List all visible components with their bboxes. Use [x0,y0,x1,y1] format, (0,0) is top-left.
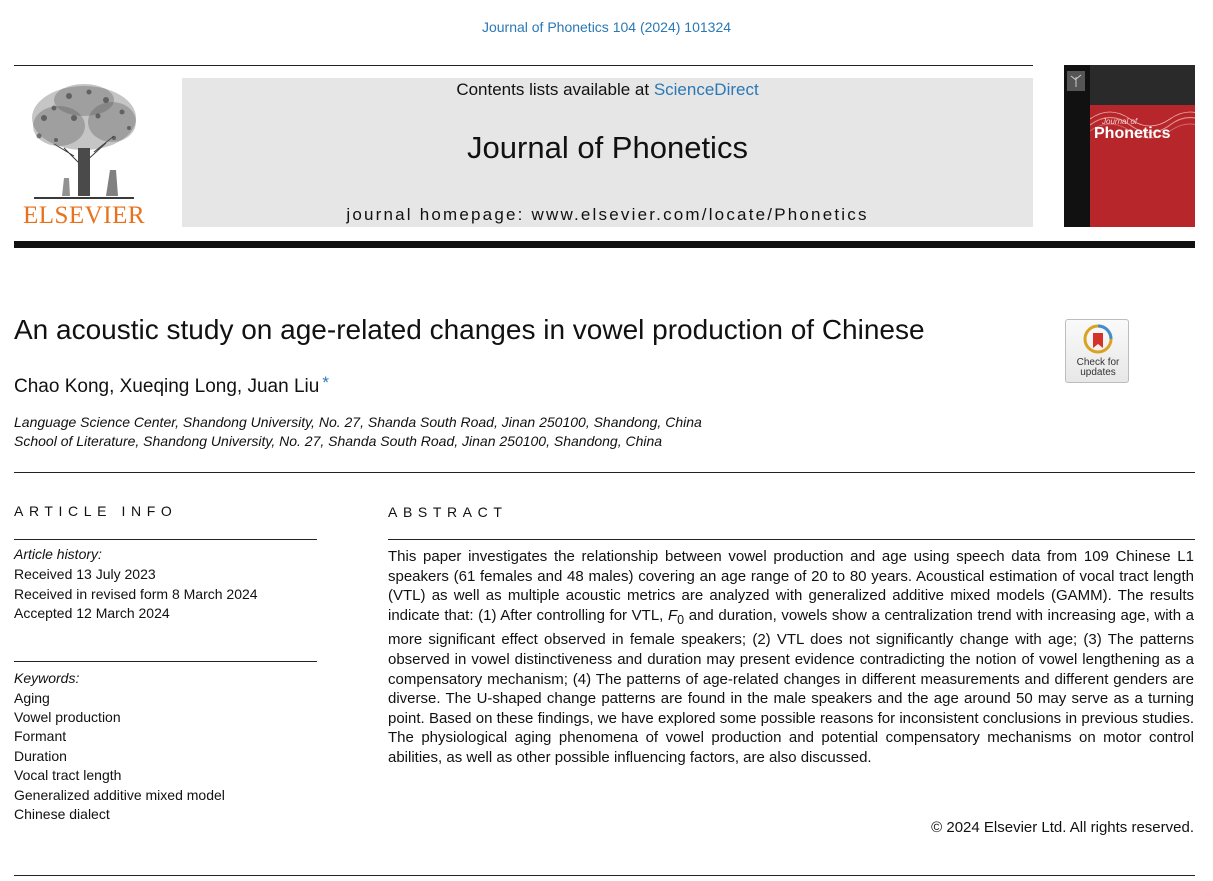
history-revised: Received in revised form 8 March 2024 [14,586,258,602]
keyword-item: Formant [14,728,67,744]
keyword-item: Chinese dialect [14,806,110,822]
article-info-divider [14,539,317,540]
copyright-notice: © 2024 Elsevier Ltd. All rights reserved. [931,819,1194,836]
top-divider [14,65,1033,66]
abstract-text-part-2: and duration, vowels show a centralization trend with increasing age, with a more significant effect observed in female speakers; (2) VTL does not significantly change with age; (3) The patterns observed in vowel distinctiveness and duration may present evidence contradicting the notion of vowel lengthening as a compensatory mechanism; (4) The patterns of age-related changes in different measurements and different genders are diverse. The U-shaped change patterns are found in the male speakers and the age around 50 may serve as a turning point. Based on these findings, we have explored some possible reasons for inconsistent conclusions in previous studies. The physiological aging phenomena of vowel production and potential compensatory mechanisms on motor control abilities, as well as other possible influencing factors, are also discussed. [388,606,1195,766]
journal-title: Journal of Phonetics [467,130,748,165]
abstract-body [388,547,1194,768]
authors-text: Chao Kong, Xueqing Long, Juan Liu [14,376,320,397]
keywords-divider [14,661,317,662]
keyword-item: Vocal tract length [14,767,122,783]
corresponding-author-link[interactable]: * [322,373,329,392]
article-history-label: Article history: [14,546,102,562]
cover-elsevier-icon [1065,69,1087,93]
check-for-updates-button[interactable] [1065,319,1129,383]
elsevier-wordmark: ELSEVIER [22,202,146,229]
check-updates-icon [1083,324,1113,356]
cover-journal-name: Phonetics [1094,125,1171,142]
history-accepted: Accepted 12 March 2024 [14,605,170,621]
sciencedirect-link[interactable]: ScienceDirect [653,80,759,99]
contents-prefix: Contents lists available at [456,80,654,99]
f0-subscript: 0 [677,612,685,627]
keywords-label: Keywords: [14,670,80,686]
check-updates-line2: updates [1080,367,1116,378]
header-thick-divider [14,241,1195,248]
affiliation-2: School of Literature, Shandong University, No. 27, Shanda South Road, Jinan 250100, Shandong, China [14,433,663,449]
cover-journal-of: Journal of [1102,117,1138,126]
keyword-item: Generalized additive mixed model [14,787,225,803]
f0-symbol: F [667,606,678,624]
abstract-divider [388,539,1195,540]
check-updates-line1: Check for [1076,357,1120,368]
article-title: An acoustic study on age-related changes in vowel production of Chinese [14,314,925,345]
abstract-text-part-1: This paper investigates the relationship between vowel production and age using speech data from 109 Chinese L1 speakers (61 females and 48 males) covering an age range of 20 to 80 years. Acoustical estimation of vocal tract length (VTL) as well as multiple acoustic metrics are analyzed with generalized additive mixed models (GAMM). The results indicate that: (1) After controlling for VTL, [388,548,1194,624]
article-info-heading: ARTICLE INFO [14,503,178,519]
history-received: Received 13 July 2023 [14,566,156,582]
journal-homepage-link[interactable]: journal homepage: www.elsevier.com/locate/Phonetics [346,205,869,224]
section-divider [14,472,1195,473]
contents-available-line [182,80,1033,100]
affiliation-1: Language Science Center, Shandong University, No. 27, Shanda South Road, Jinan 250100, Shandong, China [14,414,702,430]
journal-cover-thumbnail[interactable] [1064,65,1195,227]
keyword-item: Duration [14,748,67,764]
abstract-heading: ABSTRACT [388,504,508,520]
keyword-item: Aging [14,690,50,706]
check-updates-label [1066,358,1130,378]
author-list [14,373,329,398]
bottom-divider [14,875,1195,876]
keyword-item: Vowel production [14,709,121,725]
journal-citation-link[interactable]: Journal of Phonetics 104 (2024) 101324 [481,19,732,35]
